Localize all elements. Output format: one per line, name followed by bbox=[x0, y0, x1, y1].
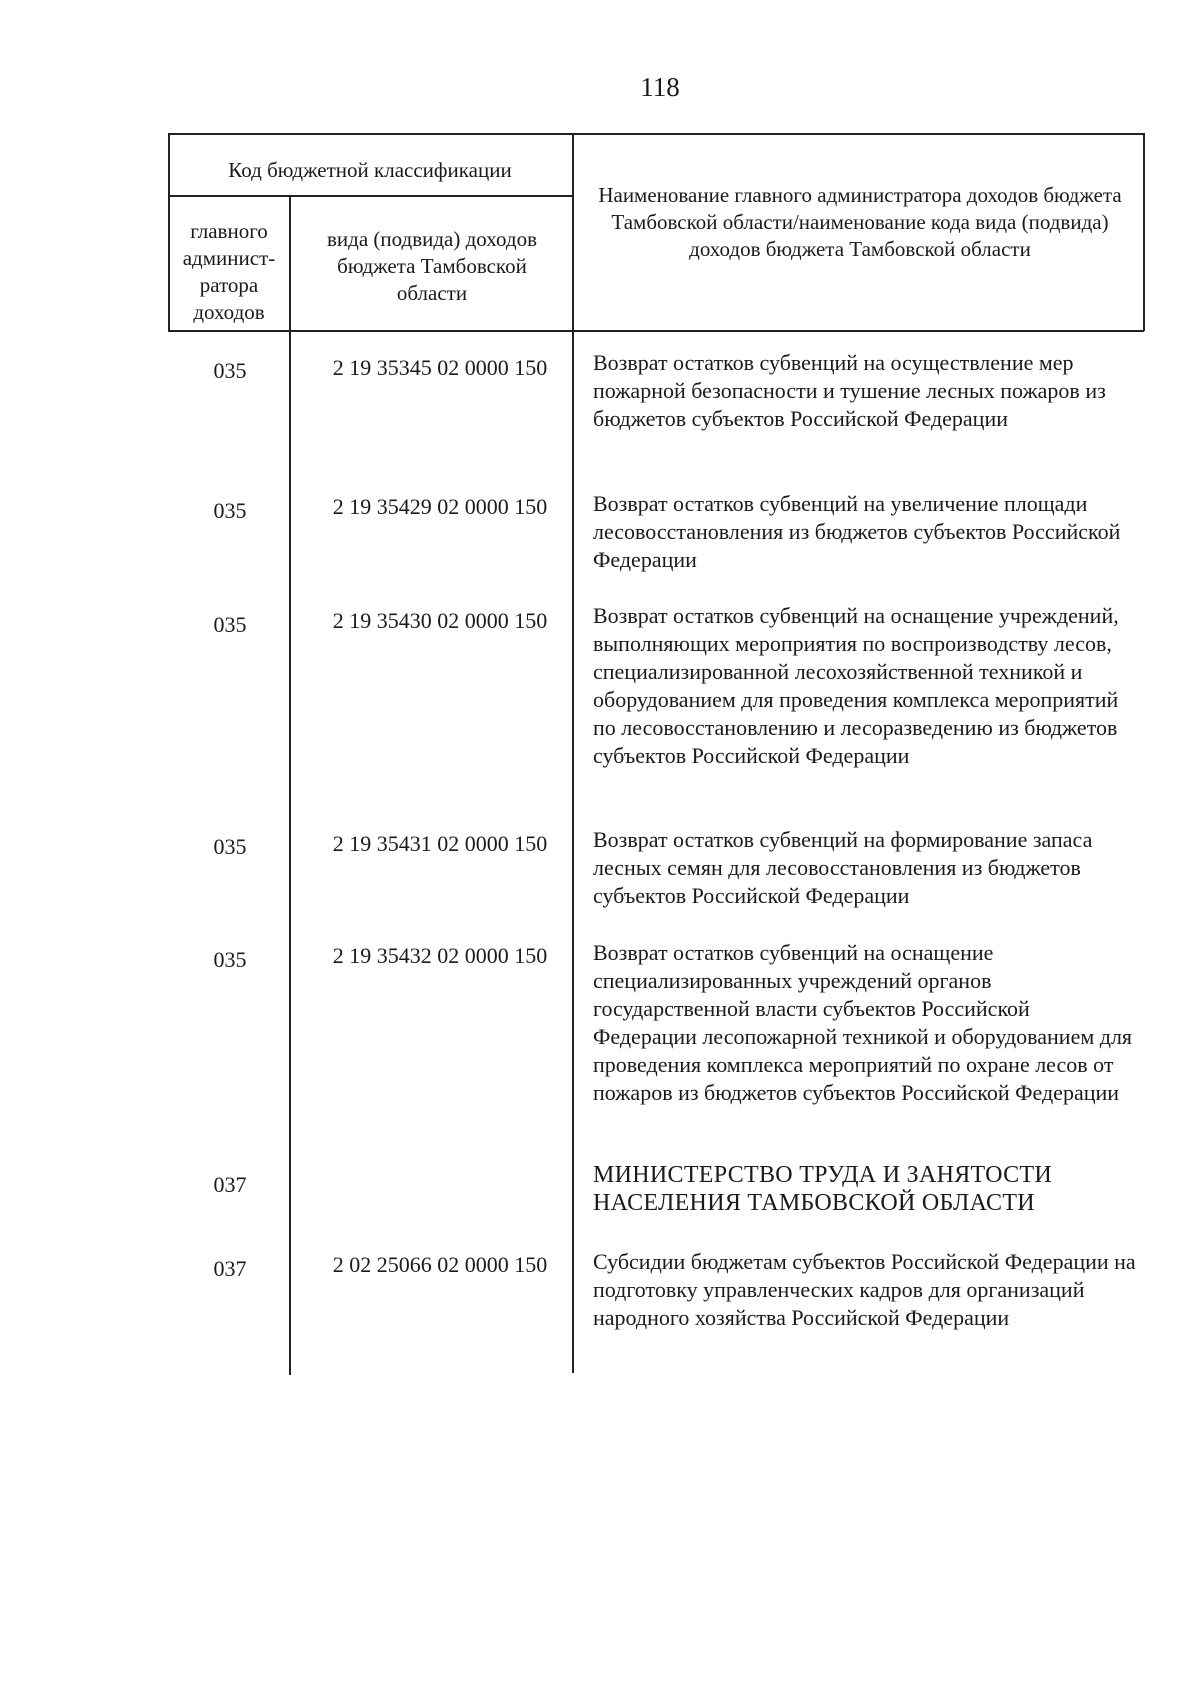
row-classification-code: 2 19 35429 02 0000 150 bbox=[332, 494, 548, 519]
row-classification-code: 2 02 25066 02 0000 150 bbox=[332, 1252, 548, 1277]
row-classification-code: 2 19 35431 02 0000 150 bbox=[332, 831, 548, 856]
row-name: Субсидии бюджетам субъектов Российской Федерации на подготовку управленческих кадров для организаций народного хозяйства Российской Федерации bbox=[593, 1249, 1136, 1330]
row-admin-code: 035 bbox=[213, 358, 247, 383]
row-name: Возврат остатков субвенций на осуществление мер пожарной безопасности и тушение лесных пожаров из бюджетов субъектов Российской Федерации bbox=[593, 350, 1106, 431]
header-bottom-border bbox=[168, 330, 1144, 332]
header-col-admin-line: главного bbox=[190, 219, 268, 243]
header-col-admin-line: доходов bbox=[193, 300, 265, 324]
row-admin-code: 035 bbox=[213, 947, 247, 972]
header-right-border bbox=[1143, 133, 1145, 331]
row-name: Возврат остатков субвенций на формирование запаса лесных семян для лесовосстановления из бюджетов субъектов Российской Федерации bbox=[593, 827, 1093, 908]
row-classification-code: 2 19 35430 02 0000 150 bbox=[332, 608, 548, 633]
header-top-border bbox=[168, 133, 1144, 135]
header-col-name: Наименование главного администратора доходов бюджета Тамбовской области/наименование кода вида (подвида) доходов бюджета Тамбовской области bbox=[598, 183, 1122, 261]
row-classification-code: 2 19 35432 02 0000 150 bbox=[332, 943, 548, 968]
row-admin-code: 035 bbox=[213, 498, 247, 523]
page-number: 118 bbox=[640, 72, 680, 102]
row-admin-code: 037 bbox=[213, 1172, 247, 1197]
header-col-admin-line: админист- bbox=[182, 246, 276, 270]
header-group-title: Код бюджетной классификации bbox=[228, 158, 512, 182]
row-classification-code: 2 19 35345 02 0000 150 bbox=[332, 355, 548, 380]
column-separator-code-name bbox=[572, 133, 574, 1373]
row-admin-code: 037 bbox=[213, 1256, 247, 1281]
header-col-admin-line: ратора bbox=[199, 273, 259, 297]
row-name: Возврат остатков субвенций на оснащение специализированных учреждений органов государственной власти субъектов Российской Федерации лесопожарной техникой и оборудованием для проведения комплекса мероприятий по охране лесов от пожаров из бюджетов субъектов Российской Федерации bbox=[593, 940, 1133, 1105]
header-col-code: вида (подвида) доходов бюджета Тамбовской области bbox=[327, 227, 537, 305]
row-name: Возврат остатков субвенций на оснащение учреждений, выполняющих мероприятия по воспроизводству лесов, специализированной лесохозяйственной техникой и оборудованием для проведения комплекса мероприятий по лесовосстановлению и лесоразведению из бюджетов субъектов Российской Федерации bbox=[593, 603, 1119, 768]
row-name: Возврат остатков субвенций на увеличение площади лесовосстановления из бюджетов субъектов Российской Федерации bbox=[593, 491, 1121, 572]
group-divider bbox=[168, 195, 572, 197]
header-col-admin bbox=[170, 218, 288, 326]
row-ministry-name: МИНИСТЕРСТВО ТРУДА И ЗАНЯТОСТИ НАСЕЛЕНИЯ ТАМБОВСКОЙ ОБЛАСТИ bbox=[593, 1162, 1052, 1216]
row-admin-code: 035 bbox=[213, 612, 247, 637]
row-admin-code: 035 bbox=[213, 834, 247, 859]
